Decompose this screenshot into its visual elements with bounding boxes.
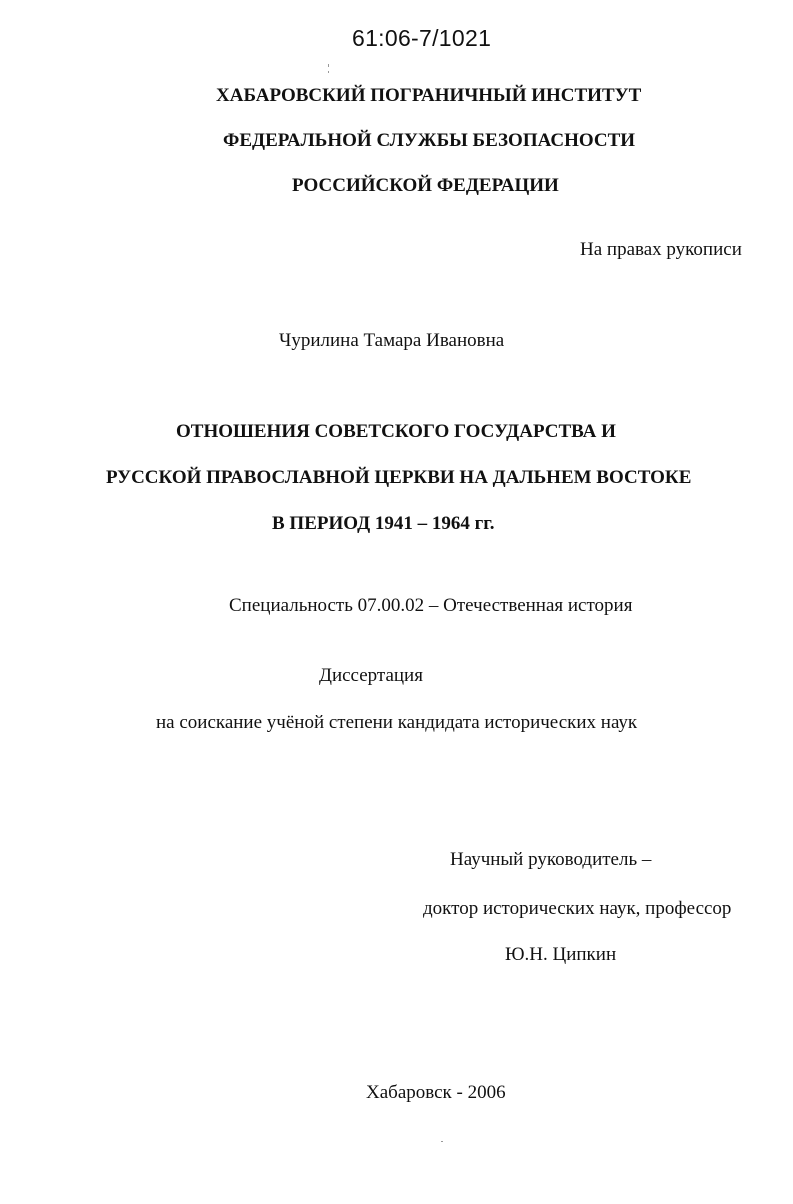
institution-line-3: РОССИЙСКОЙ ФЕДЕРАЦИИ (292, 175, 559, 196)
dissertation-title-line-2: РУССКОЙ ПРАВОСЛАВНОЙ ЦЕРКВИ НА ДАЛЬНЕМ ВОСТОКЕ (106, 467, 692, 488)
institution-line-1: ХАБАРОВСКИЙ ПОГРАНИЧНЫЙ ИНСТИТУТ (216, 85, 642, 106)
scan-speck (441, 1141, 443, 1142)
institution-line-2: ФЕДЕРАЛЬНОЙ СЛУЖБЫ БЕЗОПАСНОСТИ (223, 130, 636, 151)
manuscript-note: На правах рукописи (580, 239, 742, 260)
place-year: Хабаровск - 2006 (366, 1082, 506, 1103)
supervisor-name: Ю.Н. Ципкин (505, 944, 617, 965)
dissertation-title-line-3: В ПЕРИОД 1941 – 1964 гг. (272, 513, 495, 534)
supervisor-label: Научный руководитель – (450, 849, 652, 870)
author-name: Чурилина Тамара Ивановна (279, 330, 505, 351)
degree-line: на соискание учёной степени кандидата исторических наук (156, 712, 638, 733)
archive-stamp: 61:06-7/1021 (352, 25, 492, 51)
work-type: Диссертация (319, 665, 423, 686)
specialty: Специальность 07.00.02 – Отечественная история (229, 595, 633, 616)
scan-speck (328, 71, 329, 73)
scan-speck (328, 64, 329, 67)
supervisor-rank: доктор исторических наук, профессор (423, 898, 732, 919)
dissertation-title-line-1: ОТНОШЕНИЯ СОВЕТСКОГО ГОСУДАРСТВА И (176, 421, 616, 442)
